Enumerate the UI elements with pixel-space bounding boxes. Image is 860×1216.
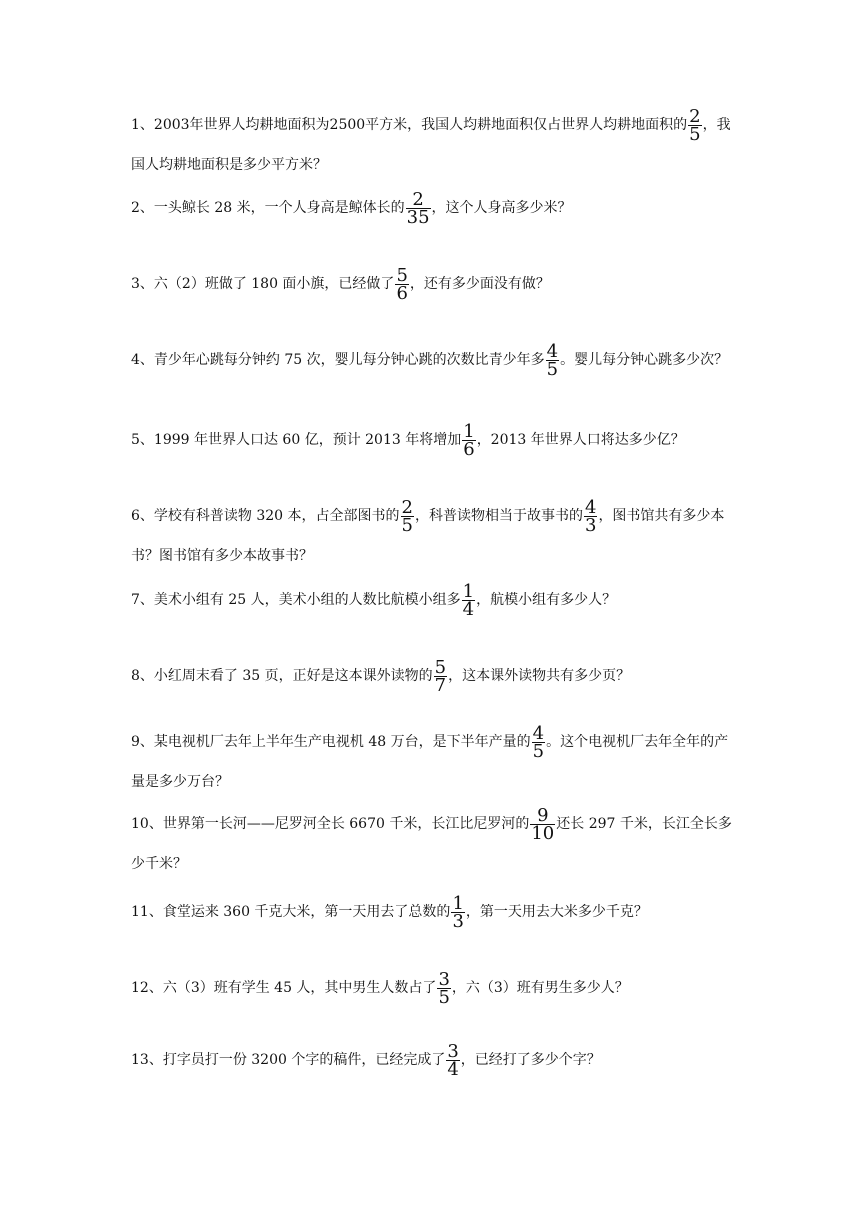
fraction-denominator: 3 [584, 514, 597, 536]
fraction-numerator: 4 [546, 340, 559, 362]
problem-text: 13、打字员打一份 3200 个字的稿件，已经完成了 [131, 1052, 446, 1068]
problem-text: 12、六（3）班有学生 45 人，其中男生人数占了 [131, 980, 437, 996]
problem-item [131, 656, 736, 696]
fraction [584, 496, 597, 536]
problem-item [131, 968, 736, 1008]
fraction-numerator: 2 [406, 191, 431, 209]
fraction [437, 968, 450, 1008]
problem-item [131, 496, 736, 576]
problem-text: 7、美术小组有 25 人，美术小组的人数比航模小组多 [131, 592, 461, 608]
fraction [395, 264, 408, 304]
fraction [546, 340, 559, 380]
problem-text: 6、学校有科普读物 320 本，占全部图书的 [131, 508, 400, 524]
problem-text: 3、六（2）班做了 180 面小旗，已经做了 [131, 276, 395, 292]
problem-text: 9、某电视机厂去年上半年生产电视机 48 万台，是下半年产量的 [131, 734, 531, 750]
problem-text: ，2013 年世界人口将达多少亿？ [476, 432, 685, 448]
problem-text: 5、1999 年世界人口达 60 亿，预计 2013 年将增加 [131, 432, 462, 448]
fraction-denominator: 5 [546, 358, 559, 380]
problem-item [131, 340, 736, 380]
problem-item [131, 580, 736, 620]
fraction-denominator: 6 [396, 282, 408, 304]
fraction-denominator: 10 [531, 822, 555, 844]
fraction [462, 580, 475, 620]
problem-item [131, 1040, 736, 1080]
problem-text: ，科普读物相当于故事书的 [414, 508, 583, 524]
fraction-denominator: 5 [689, 123, 701, 145]
fraction-numerator: 2 [401, 496, 413, 518]
problem-text: 。这个电视机厂去年全年的产量是多少万台？ [131, 734, 729, 790]
problem-text: 2、一头鲸长 28 米，一个人身高是鲸体长的 [131, 200, 405, 216]
problem-item [131, 420, 736, 460]
fraction-denominator: 5 [532, 740, 545, 762]
problem-text: ，这本课外读物共有多少页？ [448, 668, 631, 684]
fraction-denominator: 35 [406, 206, 430, 228]
fraction [406, 188, 431, 228]
fraction [434, 656, 447, 696]
fraction-numerator: 2 [689, 105, 701, 127]
problem-text: ，还有多少面没有做？ [409, 276, 550, 292]
fraction-denominator: 6 [463, 438, 475, 460]
problem-text: ，图书馆共有多少本书？图书馆有多少本故事书？ [131, 508, 725, 564]
fraction-denominator: 4 [462, 598, 475, 620]
fraction-numerator: 1 [462, 580, 475, 602]
fraction-numerator: 5 [434, 656, 447, 678]
problem-text: 10、世界第一长河——尼罗河全长 6670 千米，长江比尼罗河的 [131, 816, 530, 832]
problem-text: 还长 297 千米，长江全长多少千米？ [131, 816, 732, 872]
fraction-numerator: 1 [452, 892, 464, 914]
fraction-numerator: 5 [396, 264, 408, 286]
fraction [462, 420, 475, 460]
fraction-numerator: 3 [447, 1040, 459, 1062]
fraction-denominator: 7 [434, 674, 447, 696]
fraction [451, 892, 464, 932]
fraction-denominator: 5 [401, 514, 413, 536]
problem-text: 1、2003年世界人均耕地面积为2500平方米，我国人均耕地面积仅占世界人均耕地面积的 [131, 117, 688, 133]
problem-text: ，航模小组有多少人？ [476, 592, 617, 608]
fraction [532, 722, 545, 762]
problem-text: 4、青少年心跳每分钟约 75 次，婴儿每分钟心跳的次数比青少年多 [131, 352, 545, 368]
fraction [446, 1040, 459, 1080]
fraction-numerator: 3 [438, 968, 450, 990]
problem-text: ，这个人身高多少米？ [431, 200, 572, 216]
fraction-denominator: 4 [447, 1058, 459, 1080]
problem-text: ，第一天用去大米多少千克？ [465, 904, 648, 920]
fraction-denominator: 5 [438, 986, 450, 1008]
fraction [530, 804, 555, 844]
problem-item [131, 105, 736, 185]
problem-item [131, 722, 736, 802]
problem-text: ，六（3）班有男生多少人？ [451, 980, 629, 996]
fraction-numerator: 1 [463, 420, 475, 442]
problem-text: 11、食堂运来 360 千克大米，第一天用去了总数的 [131, 904, 451, 920]
fraction-numerator: 4 [532, 722, 545, 744]
problem-text: 8、小红周末看了 35 页，正好是这本课外读物的 [131, 668, 433, 684]
fraction-numerator: 9 [530, 807, 555, 825]
problem-item [131, 188, 736, 228]
problem-text: ，我国人均耕地面积是多少平方米？ [131, 117, 731, 173]
problem-text: ，已经打了多少个字？ [460, 1052, 601, 1068]
fraction [401, 496, 414, 536]
fraction-numerator: 4 [584, 496, 597, 518]
problem-item [131, 804, 736, 884]
problem-item [131, 892, 736, 932]
problem-text: 。婴儿每分钟心跳多少次？ [560, 352, 729, 368]
fraction [688, 105, 701, 145]
fraction-denominator: 3 [452, 910, 464, 932]
problem-item [131, 264, 736, 304]
